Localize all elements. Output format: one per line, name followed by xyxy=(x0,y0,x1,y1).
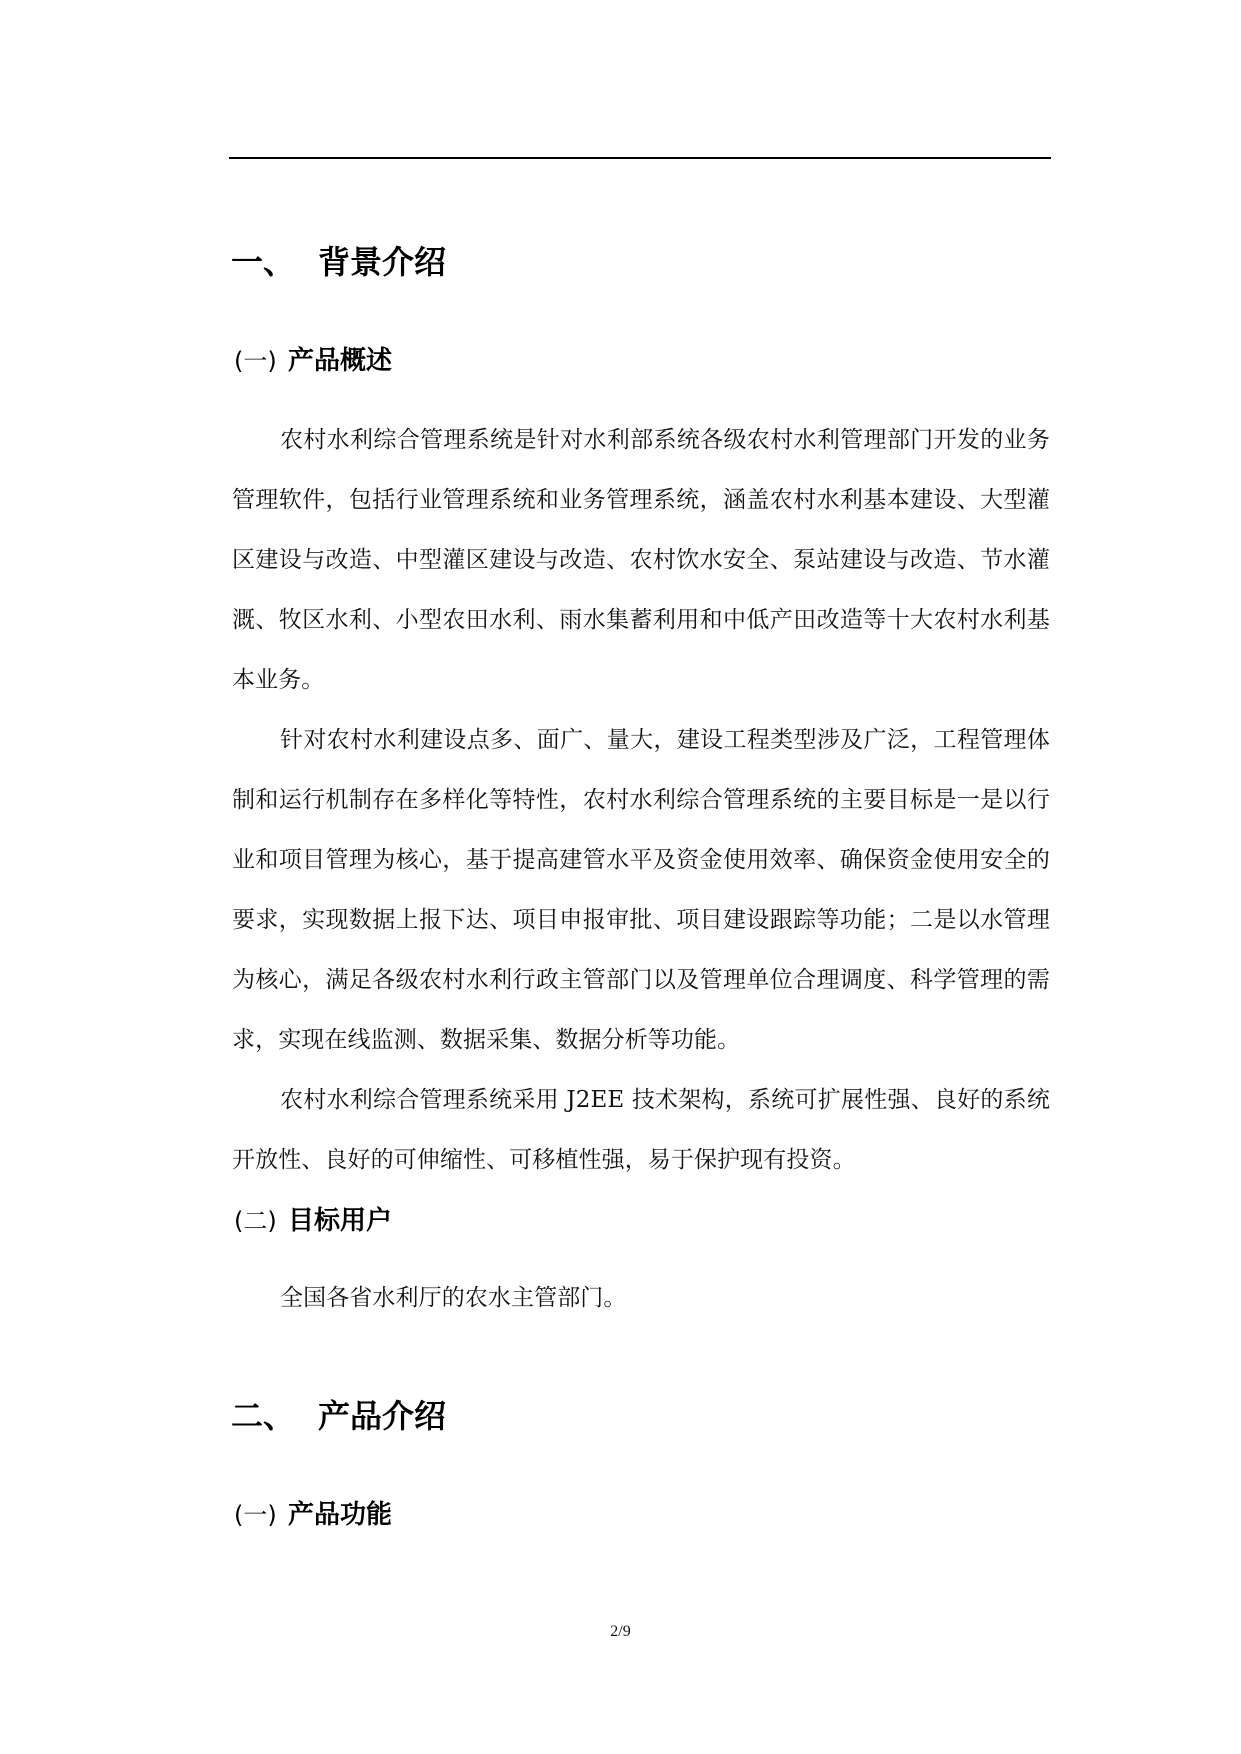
subsection-title: 产品功能 xyxy=(288,1500,393,1530)
subsection-title: 产品概述 xyxy=(288,346,393,376)
section-number: 二、 xyxy=(231,1397,296,1435)
page-number: 2/9 xyxy=(610,1623,631,1640)
subsection-title: 目标用户 xyxy=(288,1206,393,1236)
subsection-number: (二) xyxy=(234,1207,277,1235)
section-heading-product xyxy=(231,1396,446,1436)
subsection-heading-features xyxy=(234,1498,392,1532)
subsection-heading-target-users xyxy=(234,1204,392,1238)
subsection-number: (一) xyxy=(234,347,277,375)
body-paragraph: 农村水利综合管理系统是针对水利部系统各级农村水利管理部门开发的业务管理软件，包括行业管理系统和业务管理系统，涵盖农村水利基本建设、大型灌区建设与改造、中型灌区建设与改造、农村饮水安全、泵站建设与改造、节水灌溉、牧区水利、小型农田水利、雨水集蓄利用和中低产田改造等十大农村水利基本业务。 xyxy=(232,427,1050,693)
section-heading-background xyxy=(231,242,446,282)
header-rule xyxy=(229,157,1051,159)
body-paragraph: 全国各省水利厅的农水主管部门。 xyxy=(280,1285,627,1311)
section-title: 背景介绍 xyxy=(318,243,447,281)
section-title: 产品介绍 xyxy=(318,1397,447,1435)
subsection-number: (一) xyxy=(234,1501,277,1529)
section-number: 一、 xyxy=(231,243,296,281)
body-paragraph: 农村水利综合管理系统采用 J2EE 技术架构，系统可扩展性强、良好的系统开放性、良好的可伸缩性、可移植性强，易于保护现有投资。 xyxy=(232,1087,1050,1173)
body-paragraph: 针对农村水利建设点多、面广、量大，建设工程类型涉及广泛，工程管理体制和运行机制存在多样化等特性，农村水利综合管理系统的主要目标是一是以行业和项目管理为核心，基于提高建管水平及资金使用效率、确保资金使用安全的要求，实现数据上报下达、项目申报审批、项目建设跟踪等功能；二是以水管理为核心，满足各级农村水利行政主管部门以及管理单位合理调度、科学管理的需求，实现在线监测、数据采集、数据分析等功能。 xyxy=(232,727,1050,1053)
subsection-heading-overview xyxy=(234,344,392,378)
